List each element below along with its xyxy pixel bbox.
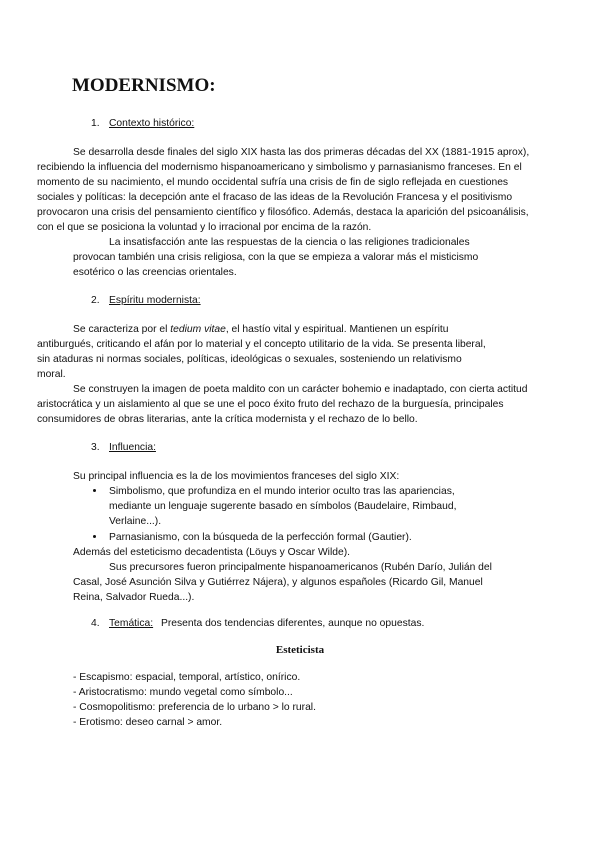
section-4-text: Presenta dos tendencias diferentes, aunque no opuestas. <box>161 618 425 629</box>
text-line: sociales y políticas: la decepción ante el fracaso de las ideas de la Revolución Francesa y el positivismo <box>37 192 513 203</box>
list-item: - Aristocratismo: mundo vegetal como símbolo... <box>73 687 293 698</box>
text-line: Se desarrolla desde finales del siglo XIX hasta las dos primeras décadas del XX (1881-1915 aprox), <box>73 147 530 158</box>
text-line: aristocrática y un aislamiento al que se une el poco éxito fruto del rechazo de la burguesía, principales <box>37 399 504 410</box>
section-1-number: 1. <box>91 118 100 129</box>
text-line: Casal, José Asunción Silva y Gutiérrez Nájera), y algunos españoles (Ricardo Gil, Manuel <box>73 577 483 588</box>
text-line: Además del esteticismo decadentista (Löuys y Oscar Wilde). <box>73 547 350 558</box>
section-1-heading: Contexto histórico: <box>109 118 195 129</box>
section-3-number: 3. <box>91 442 100 453</box>
list-item: - Escapismo: espacial, temporal, artístico, onírico. <box>73 672 301 683</box>
text-line: provocaron una crisis del pensamiento científico y filosófico. Además, destaca la aparición del psicoanálisis, <box>37 207 529 218</box>
subheading-esteticista: Esteticista <box>275 644 325 656</box>
text-line: Verlaine...). <box>109 516 162 527</box>
list-item: - Erotismo: deseo carnal > amor. <box>73 717 223 728</box>
text-line: Parnasianismo, con la búsqueda de la perfección formal (Gautier). <box>109 532 412 543</box>
text-span: , el hastío vital y espiritual. Mantienen un espíritu <box>225 324 449 335</box>
text-line: Simbolismo, que profundiza en el mundo interior oculto tras las apariencias, <box>109 486 455 497</box>
section-4-number: 4. <box>91 618 100 629</box>
section-2-number: 2. <box>91 295 100 306</box>
text-line: con el que se posiciona la voluntad y lo irracional por encima de la razón. <box>37 222 372 233</box>
bullet-icon <box>93 535 96 538</box>
document-title: MODERNISMO: <box>72 75 216 96</box>
text-line: consumidores de obras literarias, ante la crítica modernista y el rechazo de lo bello. <box>37 414 418 425</box>
section-4-heading: Temática: <box>109 618 154 629</box>
text-line: sin ataduras ni normas sociales, políticas, ideológicas o sexuales, sosteniendo un relativismo <box>37 354 462 365</box>
text-line: moral. <box>37 369 66 380</box>
text-line: Sus precursores fueron principalmente hispanoamericanos (Rubén Darío, Julián del <box>109 562 492 573</box>
section-2-heading: Espíritu modernista: <box>109 295 201 306</box>
text-line: esotérico o las creencias orientales. <box>73 267 237 278</box>
text-line: Reina, Salvador Rueda...). <box>73 592 195 603</box>
text-line: La insatisfacción ante las respuestas de la ciencia o las religiones tradicionales <box>109 237 470 248</box>
section-3-intro: Su principal influencia es la de los movimientos franceses del siglo XIX: <box>73 471 400 482</box>
text-line: Se construyen la imagen de poeta maldito con un carácter bohemio e inadaptado, con cierta actitud <box>73 384 528 395</box>
text-line: recibiendo la influencia del modernismo hispanoamericano y simbolismo y parnasianismo franceses. En el <box>37 162 522 173</box>
text-line: antiburgués, criticando el afán por lo material y el concepto utilitario de la vida. Se presenta liberal, <box>37 339 486 350</box>
section-3-heading: Influencia: <box>109 442 156 453</box>
list-item: - Cosmopolitismo: preferencia de lo urbano > lo rural. <box>73 702 316 713</box>
text-line <box>73 322 448 337</box>
text-line: mediante un lenguaje sugerente basado en símbolos (Baudelaire, Rimbaud, <box>109 501 457 512</box>
text-span: Se caracteriza por el <box>73 324 171 335</box>
latin-term: tedium vitae <box>170 324 226 335</box>
text-line: provocan también una crisis religiosa, con la que se empieza a valorar más el misticismo <box>73 252 479 263</box>
text-line: momento de su nacimiento, el mundo occidental sufría una crisis de fin de siglo reflejada en cuestiones <box>37 177 509 188</box>
bullet-icon <box>93 489 96 492</box>
